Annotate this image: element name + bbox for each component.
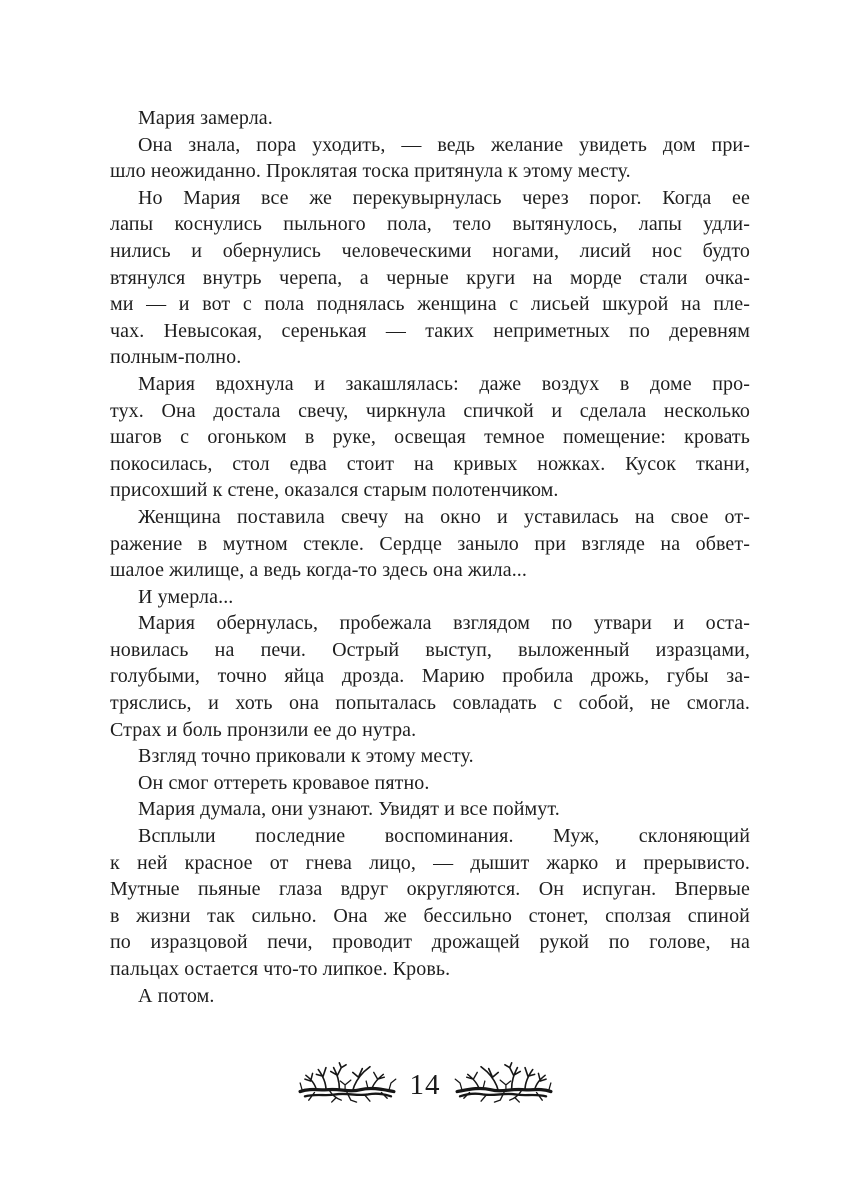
paragraph <box>110 796 750 823</box>
text-line: полным-полно. <box>110 346 242 369</box>
text-line: И умерла... <box>138 585 234 608</box>
text-line: шалое жилище, а ведь когда-то здесь она жила... <box>110 559 527 582</box>
paragraph <box>110 770 750 797</box>
branch-flourish-mirrored-icon <box>454 1060 554 1104</box>
text-line: покосилась, стол едва стоит на кривых ножках. Кусок ткани, <box>110 452 750 475</box>
text-line: Взгляд точно приковали к этому месту. <box>138 745 474 768</box>
text-line: голубыми, точно яйца дрозда. Марию пробила дрожь, губы за- <box>110 665 750 688</box>
text-line: новилась на печи. Острый выступ, выложенный изразцами, <box>110 638 750 661</box>
text-line: тух. Она достала свечу, чиркнула спичкой и сделала несколько <box>110 399 750 422</box>
paragraph <box>110 823 750 983</box>
text-line: Женщина поставила свечу на окно и уставилась на свое от- <box>138 505 750 528</box>
text-line: Он смог оттереть кровавое пятно. <box>138 771 430 794</box>
text-line: к ней красное от гнева лицо, — дышит жарко и прерывисто. <box>110 851 750 874</box>
text-line: шагов с огоньком в руке, освещая темное помещение: кровать <box>110 426 750 449</box>
paragraph <box>110 371 750 504</box>
paragraph <box>110 584 750 611</box>
branch-flourish-icon <box>297 1060 397 1104</box>
text-line: Всплыли последние воспоминания. Муж, склоняющий <box>138 825 750 848</box>
text-line: втянулся внутрь черепа, а черные круги на морде стали очка- <box>110 266 750 289</box>
text-line: в жизни так сильно. Она же бессильно стонет, сползая спиной <box>110 904 750 927</box>
paragraph <box>110 504 750 584</box>
page-footer <box>0 1056 850 1108</box>
text-line: чах. Невысокая, серенькая — таких неприметных по деревням <box>110 319 750 342</box>
text-line: Мария замерла. <box>138 107 273 129</box>
text-line: А потом. <box>138 984 215 1007</box>
text-line: Она знала, пора уходить, — ведь желание увидеть дом при- <box>138 133 750 156</box>
text-line: Но Мария все же перекувырнулась через порог. Когда ее <box>138 186 750 209</box>
text-line: присохший к стене, оказался старым полотенчиком. <box>110 479 559 502</box>
text-line: Страх и боль пронзили ее до нутра. <box>110 718 417 741</box>
text-line: Мария обернулась, пробежала взглядом по утвари и оста- <box>138 612 750 635</box>
text-line: ражение в мутном стекле. Сердце заныло при взгляде на обвет- <box>110 532 750 555</box>
text-line: по изразцовой печи, проводит дрожащей рукой по голове, на <box>110 931 750 954</box>
text-line: Мутные пьяные глаза вдруг округляются. Он испуган. Впервые <box>110 878 750 901</box>
text-line: ми — и вот с пола поднялась женщина с лисьей шкурой на пле- <box>110 293 750 316</box>
text-line: нились и обернулись человеческими ногами, лисий нос будто <box>110 239 750 262</box>
text-line: Мария думала, они узнают. Увидят и все поймут. <box>138 798 560 821</box>
paragraph <box>110 610 750 743</box>
text-line: пальцах остается что-то липкое. Кровь. <box>110 958 451 980</box>
text-line: Мария вдохнула и закашлялась: даже воздух в доме про- <box>138 372 750 395</box>
paragraph <box>110 105 750 132</box>
paragraph <box>110 983 750 1010</box>
text-block <box>110 105 750 1009</box>
paragraph <box>110 132 750 185</box>
paragraph <box>110 185 750 371</box>
text-line: лапы коснулись пыльного пола, тело вытянулось, лапы удли- <box>110 213 750 236</box>
text-line: шло неожиданно. Проклятая тоска притянула к этому месту. <box>110 160 631 183</box>
text-line: тряслись, и хоть она попыталась совладать с собой, не смогла. <box>110 692 750 715</box>
page-number: 14 <box>409 1068 441 1101</box>
paragraph <box>110 743 750 770</box>
